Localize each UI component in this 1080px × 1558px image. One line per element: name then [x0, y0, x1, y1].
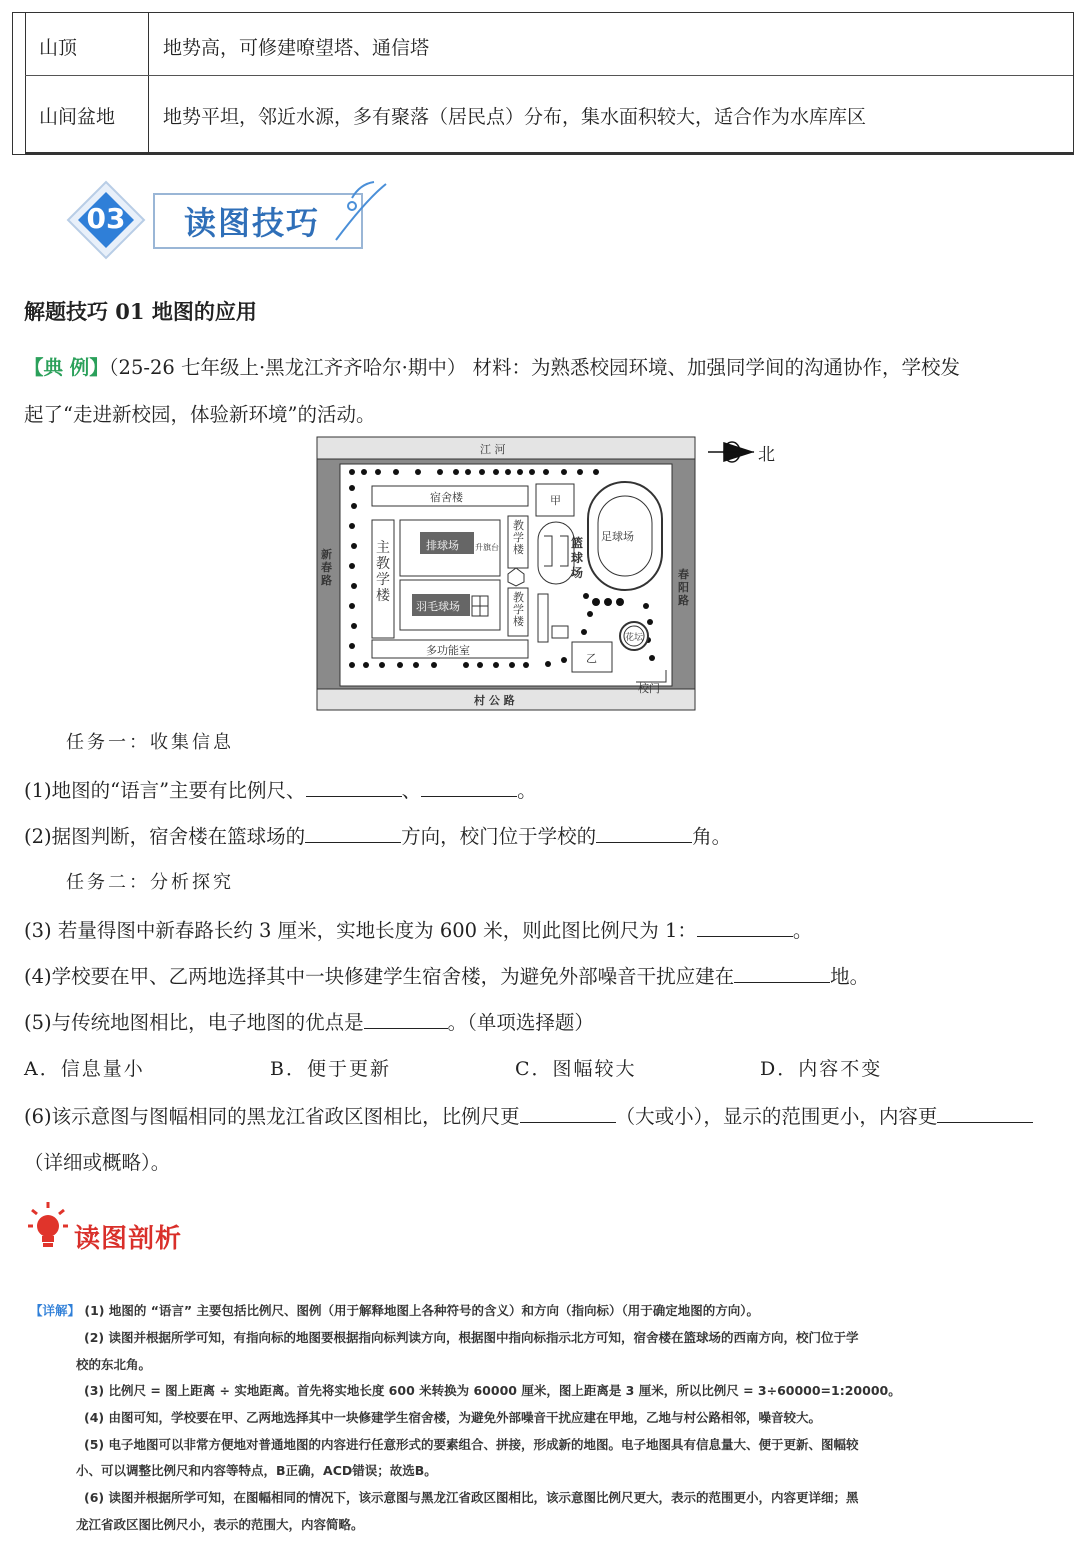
option-d[interactable]: D．内容不变: [760, 1058, 883, 1080]
question-2: (2)据图判断，宿舍楼在篮球场的 方向，校门位于学校的 角。: [24, 825, 732, 848]
detail-line: 龙江省政区图比例尺小，表示的范围大，内容简略。: [76, 1517, 364, 1532]
map-bottom-road: 村 公 路: [474, 694, 515, 707]
map-right-road: 春阳路: [678, 568, 689, 607]
question-3: (3) 若量得图中新春路长约 3 厘米，实地长度为 600 米，则此图比例尺为 1： 。: [24, 919, 813, 942]
map-top-road: 江 河: [480, 443, 506, 456]
badge-number: 03: [86, 202, 126, 235]
task-one: 任务一：收集信息: [66, 732, 234, 753]
map-main-building: 主教学楼: [376, 540, 390, 604]
map-football: 足球场: [601, 530, 634, 543]
table-divider: [148, 13, 149, 154]
north-arrow: [706, 440, 786, 464]
answer-blank[interactable]: [306, 778, 402, 797]
answer-blank[interactable]: [937, 1104, 1033, 1123]
example-line-2: 起了“走进新校园，体验新环境”的活动。: [24, 403, 376, 426]
badge-title: 读图技巧: [184, 204, 321, 242]
map-yi: 乙: [586, 652, 597, 665]
answer-blank[interactable]: [734, 964, 830, 983]
detail-line: (4) 由图可知，学校要在甲、乙两地选择其中一块修建学生宿舍楼，为避免外部噪音干扰应建在甲地，乙地与村公路相邻，噪音较大。: [84, 1410, 821, 1425]
campus-map-graphic: [316, 436, 696, 711]
detail-line: (5) 电子地图可以非常方便地对普通地图的内容进行任意形式的要素组合、拼接，形成新的地图。电子地图具有信息量大、便于更新、图幅较: [84, 1437, 859, 1452]
terrain-table: [12, 12, 1074, 155]
detail-line: (2) 读图并根据所学可知，有指向标的地图要根据指向标判读方向，根据图中指向标指示北方可知，宿舍楼在篮球场的西南方向，校门位于学: [84, 1330, 859, 1345]
question-5: (5)与传统地图相比，电子地图的优点是 。（单项选择题）: [24, 1011, 594, 1034]
table-bottom-border: [25, 152, 1073, 154]
detail-line: (6) 读图并根据所学可知，在图幅相同的情况下，该示意图与黑龙江省政区图相比，该示意图比例尺更大，表示的范围更小，内容更详细；黑: [84, 1490, 859, 1505]
answer-blank[interactable]: [421, 778, 517, 797]
section-badge: [66, 180, 396, 260]
question-4: (4)学校要在甲、乙两地选择其中一块修建学生宿舍楼，为避免外部噪音干扰应建在 地。: [24, 965, 870, 988]
detail-line: (3) 比例尺 = 图上距离 ÷ 实地距离。首先将实地长度 600 米转换为 60000 厘米，图上距离是 3 厘米，所以比例尺 = 3÷60000=1:20000。: [84, 1383, 901, 1398]
map-multi: 多功能室: [426, 644, 470, 657]
answer-blank[interactable]: [364, 1010, 448, 1029]
map-left-road: 新春路: [321, 548, 332, 587]
question-1: (1)地图的“语言”主要有比例尺、 、 。: [24, 779, 537, 802]
detail-line: 小、可以调整比例尺和内容等特点，B正确，ACD错误；故选B。: [76, 1463, 437, 1478]
detail-line-1: 【详解】 (1) 地图的 “语言” 主要包括比例尺、图例（用于解释地图上各种符号的含义）和方向（指向标）（用于确定地图的方向）。: [30, 1303, 759, 1318]
table-cell-desc: 地势高，可修建嘹望塔、通信塔: [163, 37, 430, 59]
table-cell-desc: 地势平坦，邻近水源，多有聚落（居民点）分布，集水面积较大，适合作为水库库区: [163, 106, 867, 128]
north-arrow-icon: [706, 440, 756, 464]
answer-blank[interactable]: [520, 1104, 616, 1123]
north-label: 北: [758, 445, 775, 465]
map-flag: 升旗台: [475, 543, 499, 552]
answer-blank[interactable]: [697, 918, 793, 937]
map-teach2: 教学楼: [513, 591, 524, 628]
map-teach1: 教学楼: [513, 519, 524, 556]
table-margin: [13, 13, 26, 154]
answer-blank[interactable]: [596, 824, 692, 843]
map-volleyball: 排球场: [426, 539, 459, 552]
question-6-line-2: （详细或概略）。: [24, 1151, 171, 1174]
example-line-1: [24, 352, 960, 380]
answer-blank[interactable]: [305, 824, 401, 843]
question-6: (6)该示意图与图幅相同的黑龙江省政区图相比，比例尺更 （大或小），显示的范围更小，内容更: [24, 1101, 1033, 1129]
map-garden: 花坛: [625, 633, 644, 643]
analysis-title: 读图剖析: [74, 1224, 183, 1254]
table-row-separator: [25, 75, 1073, 76]
detail-line: 校的东北角。: [76, 1357, 152, 1372]
table-cell-term: 山间盆地: [39, 106, 116, 128]
option-a[interactable]: A．信息量小: [24, 1058, 145, 1080]
example-tag: 【典 例】: [24, 356, 109, 379]
map-dorm: 宿舍楼: [430, 491, 463, 504]
analysis-header: [28, 1200, 228, 1256]
option-b[interactable]: B．便于更新: [270, 1058, 391, 1080]
option-c[interactable]: C．图幅较大: [515, 1058, 637, 1080]
table-cell-term: 山顶: [39, 37, 78, 59]
campus-map: [316, 436, 696, 711]
lightbulb-icon: [28, 1200, 72, 1252]
map-basketball: 篮球场: [571, 536, 584, 580]
map-gate: 校门: [638, 682, 660, 695]
skill-title: 解题技巧 01 地图的应用: [24, 299, 257, 324]
detail-tag: 【详解】: [30, 1303, 81, 1318]
task-two: 任务二：分析探究: [66, 872, 234, 893]
map-badminton: 羽毛球场: [416, 600, 460, 613]
example-text: （25-26 七年级上·黑龙江齐齐哈尔·期中） 材料：为熟悉校园环境、加强同学间的沟通协作，学校发: [108, 356, 961, 379]
map-jia: 甲: [550, 494, 561, 507]
